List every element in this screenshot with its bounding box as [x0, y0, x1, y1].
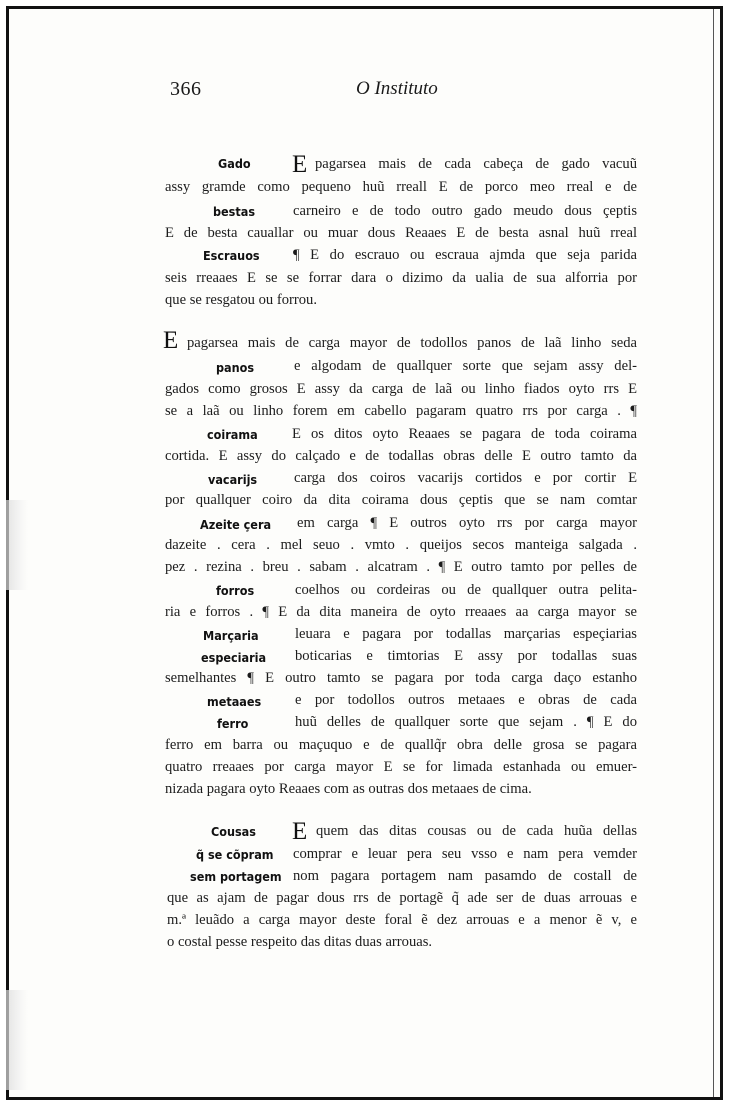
margin-note: metaaes [207, 694, 262, 709]
text-line: assy gramde como pequeno huũ rreall E de porco meo rreal e de [165, 179, 637, 195]
margin-note: q̃ se cõpram [196, 847, 274, 862]
text-line: carneiro e de todo outro gado meudo dous çeptis [293, 203, 637, 219]
text-line: carga dos coiros vacarijs cortidos e por cortir E [294, 470, 637, 486]
text-line: se a laã ou linho forem em cabello pagaram quatro rrs por carga . ¶ [165, 403, 637, 419]
drop-cap: E [292, 818, 308, 845]
text-line: leuara e pagara por todallas marçarias espeçiarias [295, 626, 637, 642]
margin-note: Gado [218, 156, 251, 171]
text-line: pez . rezina . breu . sabam . alcatram . ¶ E outro tamto por pelles de [165, 559, 637, 575]
text-line: cortida. E assy do calçado e de todallas obras delle E outro tamto da [165, 448, 637, 464]
text-line: nom pagara portagem nam pasamdo de costall de [293, 868, 637, 884]
text-line: coelhos ou cordeiras ou de quallquer outra pelita- [295, 582, 637, 598]
margin-note: forros [216, 583, 255, 598]
text-line: ria e forros . ¶ E da dita maneira de oyto rreaaes aa carga mayor se [165, 604, 637, 620]
text-line: nizada pagara oyto Reaaes com as outras dos metaaes de cima. [165, 781, 532, 797]
page-number: 366 [170, 78, 202, 100]
margin-note: vacarijs [208, 472, 258, 487]
text-line: E os ditos oyto Reaaes se pagara de toda coirama [292, 426, 637, 442]
margin-note: Cousas [211, 824, 256, 839]
drop-cap: E [163, 327, 179, 354]
margin-note: panos [216, 360, 255, 375]
scan-smudge [6, 500, 28, 590]
margin-note: especiaria [201, 650, 267, 665]
text-line: gados como grosos E assy da carga de laã ou linho fiados oyto rrs E [165, 381, 637, 397]
text-line: pagarsea mais de cada cabeça de gado vacuũ [315, 156, 637, 172]
text-line: ¶ E do escrauo ou escraua ajmda que seja parida [293, 247, 637, 263]
text-line: m.ª leuãdo a carga mayor deste foral ẽ dez arrouas e a menor ẽ v, e [167, 912, 637, 928]
text-line: quem das ditas cousas ou de cada huũa dellas [316, 823, 637, 839]
margin-note: coirama [207, 427, 258, 442]
text-line: huũ delles de quallquer sorte que sejam . ¶ E do [295, 714, 637, 730]
margin-note: Azeite çera [200, 517, 272, 532]
scan-smudge [6, 990, 28, 1090]
margin-note: sem portagem [190, 869, 282, 884]
running-title: O Instituto [356, 78, 438, 99]
text-line: que as ajam de pagar dous rrs de portagẽ q̃ ade ser de duas arrouas e [167, 890, 637, 906]
drop-cap: E [292, 151, 308, 178]
margin-note: Escrauos [203, 248, 260, 263]
margin-note: ferro [217, 716, 249, 731]
text-line: quatro rreaaes por carga mayor E se for limada estanhada ou emuer- [165, 759, 637, 775]
text-line: ferro em barra ou maçuquo e de quallq̃r obra delle grosa se pagara [165, 737, 637, 753]
text-line: que se resgatou ou forrou. [165, 292, 317, 308]
text-line: E de besta cauallar ou muar dous Reaaes E de besta asnal huũ rreal [165, 225, 637, 241]
text-line: o costal pesse respeito das ditas duas arrouas. [167, 934, 433, 950]
text-line: seis rreaaes E se se forrar dara o dizimo da ualia de sua alforria por [165, 270, 637, 286]
margin-note: Marçaria [203, 628, 259, 643]
margin-note: bestas [213, 204, 256, 219]
text-line: semelhantes ¶ E outro tamto se pagara por toda carga daço estanho [165, 670, 637, 686]
text-line: comprar e leuar pera seu vsso e nam pera vemder [293, 846, 637, 862]
text-line: em carga ¶ E outros oyto rrs por carga mayor [297, 515, 637, 531]
text-line: boticarias e timtorias E assy por todallas suas [295, 648, 637, 664]
text-line: dazeite . cera . mel seuo . vmto . queijos secos manteiga salgada . [165, 537, 637, 553]
text-line: por quallquer coiro da dita coirama dous çeptis que se nam comtar [165, 492, 637, 508]
text-line: e por todollos outros metaaes e obras de cada [295, 692, 637, 708]
text-line: e algodam de quallquer sorte que sejam assy del- [294, 358, 637, 374]
text-line: pagarsea mais de carga mayor de todollos panos de laã linho seda [187, 335, 637, 351]
